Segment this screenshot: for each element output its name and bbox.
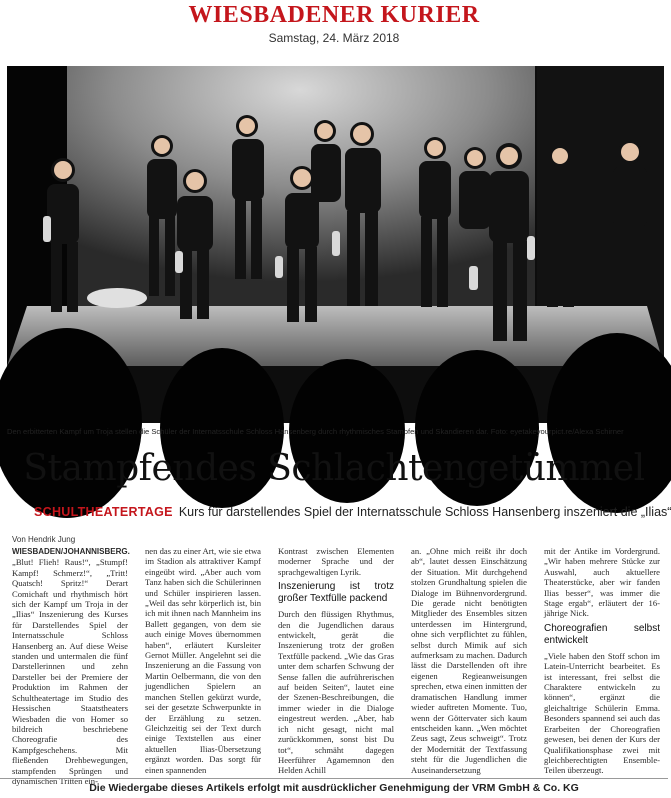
article-column-4 (411, 546, 527, 776)
article-column-2 (145, 546, 261, 776)
publication-date: Samstag, 24. März 2018 (268, 31, 400, 45)
column-1-text: „Blut! Flieh! Raus!“, „Stumpf! Kampf! Schmerz!“, „Tritt! Quatsch! Spritz!“ Derart Comichaft und rhythmisch hört sich der Kampf um Troja in der „Ilias“ Inszenierung des Kurses für Darstellendes Spiel der Internatsschule Schloss Hansenberg an. Auf diese Weise standen und untermalen die fünf Darstellerinnen und zehn Darsteller bei der Premiere der Produktion im Rahmen der Schultheatertage im Studio des Hessischen Staatstheaters Wiesbaden die von Homer so bildreich beschriebene Choreografie des Kampfgeschehens. Mit fließenden Drehbewegungen, stampfenden Sprüngen und dynamischen Tritten ein- (12, 557, 128, 786)
dateline: WIESBADEN/JOHANNISBERG. (12, 547, 130, 556)
deck: Kurs für darstellendes Spiel der Internatsschule Schloss Hansenberg inszeniert die „Ilias“ (178, 505, 671, 519)
headline: Stampfendes Schlachtengetümmel (23, 448, 645, 489)
photo-caption: Den erbitterten Kampf um Troja stellen die Schüler der Internatsschule Schloss Hansenberg durch rhythmisches Stampfen und Skandieren dar. Foto: eyetakeyourpict.re/Alexa Schirner (7, 427, 624, 436)
copyright-notice: Die Wiedergabe dieses Artikels erfolgt mit ausdrücklicher Genehmigung der VRM GmbH & Co. KG (0, 778, 668, 798)
column-3-text: Kontrast zwischen Elementen moderner Sprache und der sprachgewaltigen Lyrik. (278, 546, 394, 577)
column-3-text-continued: Durch den flüssigen Rhythmus, den die Jugendlichen daraus entwickelt, gerät die Inszenierung trotz der großen Textfülle packend. „Wie das Gras unter dem scharfen Schwung der Sense fallen die aufrührerischen auf beiden Seiten“, lautet eine der Szenen-Beschreibungen, die immer wieder in die Dialoge eingestreut werden. „Aber, hab ich nicht gesagt, nicht mal zurückkommen, sonst bist Du tot“, schmäht dagegen Heerführer Agamemnon den Helden Achill (278, 609, 394, 776)
article-column-1 (12, 546, 130, 786)
column-3-subheading: Inszenierung ist trotz großer Textfülle packend (278, 581, 394, 605)
column-5-subheading: Choreografien selbst entwickelt (544, 622, 660, 646)
article-column-5 (544, 546, 660, 776)
column-4-text: an. „Ohne mich reißt ihr doch ab“, lautet dessen Einschätzung der Situation. Mit durchgehend stolzen Grundhaltung spielen die Dialoge im Bühnenvordergrund. Die gerade nicht benötigten Mitglieder des Ensembles sitzen unterdessen im Hintergrund, ohne sich verpflichtet zu fühlen, selbst durch Mimik auf sich aufmerksam zu machen. Dadurch lässt die Darstellenden oft ihre eigenen Regieanweisungen sprechen, etwa einen inmitten der dramatischen Handlung immer wieder auftreten Momente. Tuo, wenn der Göttervater sich kaum entscheiden kann. „Wen möchtet Zeus sagt, Zeus schweigt“. Trotz der Modernität der Textfassung steht für die Jugendlichen die Auseinandersetzung (411, 546, 527, 775)
article-column-3 (278, 546, 394, 776)
stage-photo-illustration (7, 66, 664, 423)
stage-photo (7, 66, 664, 423)
section-kicker: SCHULTHEATERTAGE (34, 505, 173, 519)
column-2-text: nen das zu einer Art, wie sie etwa im Stadion als attraktiver Kampf eingeübt wird. „Aber auch vom Tanz haben sich die Schülerinnen und Schüler inspirieren lassen. „Weil das sehr körperlich ist, bin ich mit ihnen nach Mannheim ins Ballett gegangen, von dem sie auch einige Moves übernommen haben“, erläutert Kursleiter Gernot Müller. Angelehnt sei die Inszenierung an die Fassung von Martin Oelbermann, die von den jugendlichen Spielern an manchen Stellen gekürzt wurde, sei der gesetzte Schwerpunkte in der Erzählung zu setzen. Gleichzeitig sei der Text durch einige Textstellen aus einer aktuellen Ilias-Übersetzung ergänzt worden. Das sorgt für einen spannenden (145, 546, 261, 775)
masthead (0, 2, 668, 45)
subheadline (34, 505, 671, 519)
article-body (12, 546, 662, 786)
byline: Von Hendrik Jung (12, 535, 76, 544)
column-5-text-continued: „Viele haben den Stoff schon im Latein-Unterricht bearbeitet. Es ist interessant, frei selbst die Charaktere entwickeln zu können“, ergänzt die gleichaltrige Schülerin Emma. Besonders spannend sei auch das Erarbeiten der Choreografien gewesen, bei denen der Kurs der Qualifikationsphase zwei mit gleichberechtigten Ensemble-Teilen überzeugt. (544, 650, 660, 776)
newspaper-title: WIESBADENER KURIER (188, 2, 480, 28)
column-5-text: mit der Antike im Vordergrund. „Wir haben mehrere Stücke zur Auswahl, auch aktuellere Theaterstücke, aber wir fanden Ilias besser“, was immer die Stage ergab“, erläutert der 16-jährige Nick. (544, 546, 660, 619)
